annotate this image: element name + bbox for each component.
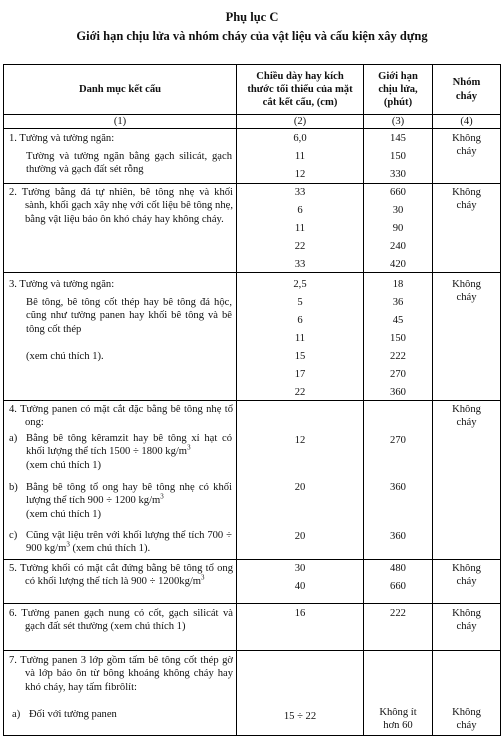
sub-label: a) xyxy=(12,709,21,721)
column-number: (3) xyxy=(364,115,433,129)
thickness-value: 22 xyxy=(294,241,306,253)
thickness-value: 17 xyxy=(294,369,306,381)
thickness-value: 11 xyxy=(294,333,306,345)
superscript: 3 xyxy=(66,540,70,549)
row-description xyxy=(4,604,237,651)
fire-group-value: Không cháy xyxy=(452,187,481,212)
table-row xyxy=(4,560,501,604)
thickness-value: 33 xyxy=(294,187,306,199)
fire-limit-cell xyxy=(364,129,433,184)
fire-limit-value: 90 xyxy=(392,223,404,235)
fire-group-value: Không cháy xyxy=(452,279,481,304)
row-description xyxy=(4,273,237,401)
fire-limit-value: 270 xyxy=(390,435,406,447)
thickness-cell xyxy=(237,401,364,560)
thickness-value: 20 xyxy=(294,531,306,543)
superscript: 3 xyxy=(201,573,205,582)
fire-group-cell xyxy=(433,273,501,401)
superscript: 3 xyxy=(160,492,164,501)
thickness-value: 30 xyxy=(294,563,306,575)
fire-group-cell xyxy=(433,651,501,736)
sub-item-note: (xem chú thích 1) xyxy=(26,459,102,471)
fire-limit-value: 360 xyxy=(390,531,406,543)
fire-group-value: Không cháy xyxy=(452,707,481,732)
fire-limit-cell xyxy=(364,184,433,273)
thickness-value: 6 xyxy=(297,205,303,217)
fire-group-cell xyxy=(433,401,501,560)
table-row xyxy=(4,129,501,184)
column-number-row xyxy=(4,115,501,129)
sub-item-after: (xem chú thích 1). xyxy=(69,543,151,555)
row-description xyxy=(4,129,237,184)
thickness-value: 11 xyxy=(294,223,306,235)
fire-limit-value: 222 xyxy=(390,351,406,363)
row-title: 2. Tường bằng đá tự nhiên, bê tông nhẹ và khối sành, khối gạch xây nhẹ với cốt liệu bê tông nhẹ, bằng vật liệu bảo ôn khó cháy hay không cháy. xyxy=(9,187,233,225)
fire-limit-value: 145 xyxy=(390,133,406,145)
sub-item-note: (xem chú thích 1) xyxy=(26,508,102,520)
fire-group-cell xyxy=(433,184,501,273)
fire-limit-value: 30 xyxy=(392,205,404,217)
thickness-cell xyxy=(237,560,364,604)
fire-limit-cell xyxy=(364,651,433,736)
table-row xyxy=(4,651,501,736)
row-title-text: 5. Tường khối có mặt cắt đứng bằng bê tông tổ ong có khối lượng thể tích là 900 ÷ 1200kg/m xyxy=(9,563,233,588)
sub-label: a) xyxy=(9,433,18,445)
row-title: 4. Tường panen có mặt cắt đặc bằng bê tông nhẹ tổ ong: xyxy=(9,404,233,429)
fire-limit-cell xyxy=(364,604,433,651)
table-row xyxy=(4,273,501,401)
header-fire-group: Nhóm cháy xyxy=(433,65,501,115)
thickness-cell xyxy=(237,604,364,651)
row-subtitle: Bê tông, bê tông cốt thép hay bê tông đá hộc, cũng như tường panen hay khối bê tông và bê tông cốt thép xyxy=(26,297,232,335)
fire-limit-value: 420 xyxy=(390,259,406,271)
thickness-value: 16 xyxy=(294,608,306,620)
thickness-value: 40 xyxy=(294,581,306,593)
fire-limit-value: 150 xyxy=(390,151,406,163)
row-subtitle: Tường và tường ngăn bằng gạch silicát, gạch thường và gạch đất sét rỗng xyxy=(26,151,232,176)
column-number: (1) xyxy=(4,115,237,129)
fire-limit-value: 660 xyxy=(390,581,406,593)
column-number: (4) xyxy=(433,115,501,129)
thickness-cell xyxy=(237,273,364,401)
thickness-value: 15 ÷ 22 xyxy=(283,711,317,723)
sub-item-text: Bằng bê tông kêramzit hay bê tông xỉ hạt có khối lượng thể tích 1500 ÷ 1800 kg/m xyxy=(26,433,232,458)
sub-label: c) xyxy=(9,530,18,542)
sub-item-text: Bằng bê tông tổ ong hay bê tông nhẹ có khối lượng thể tích 900 ÷ 1200 kg/m xyxy=(26,482,232,507)
thickness-value: 6,0 xyxy=(293,133,307,145)
sub-item xyxy=(26,529,232,555)
thickness-cell xyxy=(237,651,364,736)
fire-limit-value: 360 xyxy=(390,482,406,494)
fire-limit-value: 660 xyxy=(390,187,406,199)
row-description xyxy=(4,184,237,273)
table-row xyxy=(4,184,501,273)
thickness-cell xyxy=(237,184,364,273)
fire-limit-value: 240 xyxy=(390,241,406,253)
fire-limit-value: 18 xyxy=(392,279,404,291)
row-title xyxy=(9,562,233,588)
fire-limit-cell xyxy=(364,401,433,560)
thickness-value: 12 xyxy=(294,435,306,447)
fire-limit-cell xyxy=(364,273,433,401)
table-row xyxy=(4,604,501,651)
fire-limit-value: 270 xyxy=(390,369,406,381)
row-description xyxy=(4,560,237,604)
fire-limit-value: 45 xyxy=(392,315,404,327)
row-title: 6. Tường panen gạch nung có cốt, gạch silicát và gạch đất sét thường (xem chú thích 1) xyxy=(9,608,233,633)
page-title: Phụ lục C xyxy=(225,10,279,24)
thickness-value: 2,5 xyxy=(293,279,307,291)
sub-item-text: Cũng vật liệu trên với khối lượng thể tích 700 ÷ 900 kg/m xyxy=(26,530,232,555)
row-title: 7. Tường panen 3 lớp gồm tấm bê tông cốt thép gờ và lớp bảo ôn từ bông khoáng không cháy hay khó cháy, hay tấm fibrôlít: xyxy=(9,655,233,693)
fire-limit-value: 330 xyxy=(390,169,406,181)
fire-group-value: Không cháy xyxy=(452,133,481,158)
fire-limit-cell xyxy=(364,560,433,604)
column-number: (2) xyxy=(237,115,364,129)
thickness-value: 11 xyxy=(294,151,306,163)
thickness-value: 12 xyxy=(294,169,306,181)
row-description xyxy=(4,651,237,736)
fire-group-value: Không cháy xyxy=(452,404,481,429)
table-header-row xyxy=(4,65,501,115)
row-description xyxy=(4,401,237,560)
fire-limit-value: 150 xyxy=(390,333,406,345)
sub-item: Đối với tường panen xyxy=(29,709,117,721)
fire-limit-value: 36 xyxy=(392,297,404,309)
header-thickness: Chiều dày hay kích thước tối thiểu của mặt cắt kết cấu, (cm) xyxy=(237,65,364,115)
thickness-value: 5 xyxy=(297,297,303,309)
sub-item xyxy=(26,432,232,472)
fire-group-cell xyxy=(433,560,501,604)
fire-limit-value: Không ít hơn 60 xyxy=(379,707,417,732)
table-row xyxy=(4,401,501,560)
fire-group-value: Không cháy xyxy=(452,563,481,588)
superscript: 3 xyxy=(187,443,191,452)
fire-limit-value: 480 xyxy=(390,563,406,575)
thickness-value: 22 xyxy=(294,387,306,399)
thickness-value: 20 xyxy=(294,482,306,494)
fire-limit-value: 222 xyxy=(390,608,406,620)
fire-limit-value: 360 xyxy=(390,387,406,399)
row-title: 3. Tường và tường ngăn: xyxy=(9,279,115,291)
thickness-value: 33 xyxy=(294,259,306,271)
row-note: (xem chú thích 1). xyxy=(26,351,104,363)
sub-item xyxy=(26,481,232,521)
fire-group-cell xyxy=(433,129,501,184)
page-subtitle: Giới hạn chịu lửa và nhóm cháy của vật liệu và cấu kiện xây dựng xyxy=(76,29,428,43)
thickness-value: 15 xyxy=(294,351,306,363)
sub-label: b) xyxy=(9,482,18,494)
fire-group-value: Không cháy xyxy=(452,608,481,633)
row-title: 1. Tường và tường ngăn: xyxy=(9,133,115,145)
header-fire-limit: Giới hạn chịu lửa, (phút) xyxy=(364,65,433,115)
thickness-cell xyxy=(237,129,364,184)
thickness-value: 6 xyxy=(297,315,303,327)
fire-group-cell xyxy=(433,604,501,651)
header-category: Danh mục kết cấu xyxy=(4,65,237,115)
fire-resistance-table xyxy=(3,64,501,736)
